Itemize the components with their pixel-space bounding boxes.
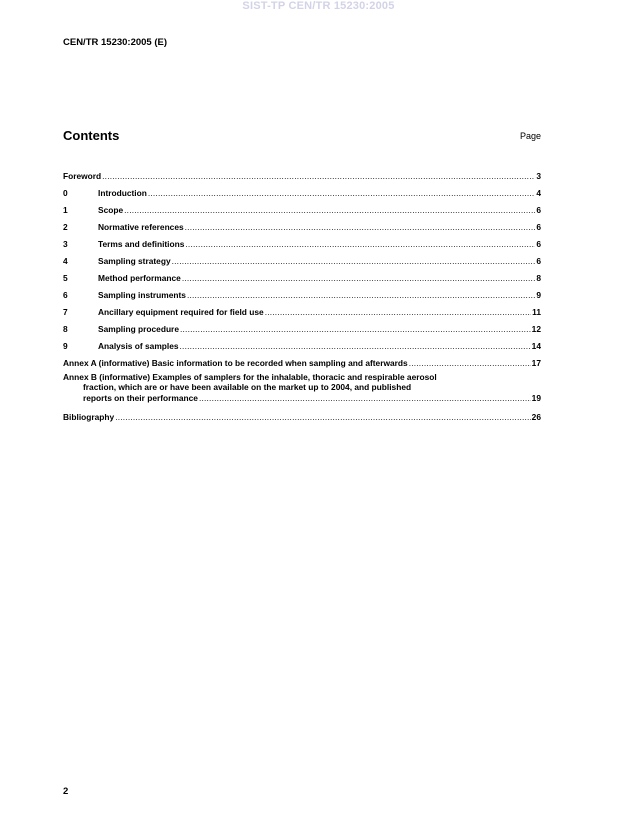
toc-entry-annex-b[interactable] [63, 369, 541, 409]
toc-entry-page: 3 [536, 171, 541, 181]
toc-entry-number: 6 [63, 290, 68, 300]
toc-entry-number: 9 [63, 341, 68, 351]
toc-entry-page: 12 [531, 324, 541, 334]
toc-entry-number: 1 [63, 205, 68, 215]
toc-entry-page: 6 [536, 256, 541, 266]
toc-entry-page: 14 [531, 341, 541, 351]
toc-entry-page: 26 [531, 412, 541, 422]
toc-entry-foreword[interactable] [63, 165, 541, 182]
toc-leader-dots [148, 188, 535, 199]
toc-entry-sampling-procedure[interactable] [63, 318, 541, 335]
toc-leader-dots [180, 324, 531, 335]
toc-entry-title: Introduction [98, 188, 147, 198]
toc-entry-title: Sampling strategy [98, 256, 171, 266]
toc-entry-page: 6 [536, 239, 541, 249]
toc-leader-dots [265, 307, 531, 318]
toc-entry-page: 11 [532, 307, 541, 317]
toc-entry-page: 17 [531, 358, 541, 368]
toc-leader-dots [409, 358, 531, 369]
toc-entry-last-line [63, 392, 541, 403]
toc-entry-title: Foreword [63, 171, 102, 181]
toc-entry-title: Sampling instruments [98, 290, 186, 300]
toc-entry-bibliography[interactable] [63, 409, 541, 423]
toc-entry-annex-a[interactable] [63, 352, 541, 369]
toc-leader-dots [115, 412, 530, 423]
toc-entry-number: 2 [63, 222, 68, 232]
table-of-contents [63, 165, 541, 423]
toc-entry-page: 8 [536, 273, 541, 283]
toc-entry-number: 7 [63, 307, 68, 317]
toc-entry-title: Annex A (informative) Basic information to be recorded when sampling and afterwards [63, 358, 408, 368]
document-id: CEN/TR 15230:2005 (E) [63, 37, 168, 48]
contents-title: Contents [63, 128, 120, 143]
toc-entry-page: 4 [536, 188, 541, 198]
toc-entry-introduction[interactable] [63, 182, 541, 199]
toc-entry-number: 8 [63, 324, 68, 334]
toc-entry-page: 19 [531, 393, 541, 403]
toc-leader-dots [185, 222, 536, 233]
toc-leader-dots [102, 171, 535, 182]
toc-leader-dots [185, 239, 535, 250]
page-number: 2 [63, 786, 69, 797]
toc-entry-normative-references[interactable] [63, 216, 541, 233]
toc-entry-title-line-2: fraction, which are or have been available on the market up to 2004, and published [83, 382, 412, 392]
toc-leader-dots [180, 341, 531, 352]
toc-entry-number: 0 [63, 188, 68, 198]
toc-entry-title-line-3: reports on their performance [83, 393, 198, 403]
toc-entry-scope[interactable] [63, 199, 541, 216]
toc-entry-title: Sampling procedure [98, 324, 179, 334]
toc-entry-number: 3 [63, 239, 68, 249]
toc-entry-title: Normative references [98, 222, 184, 232]
toc-leader-dots [187, 290, 535, 301]
toc-entry-number: 5 [63, 273, 68, 283]
toc-entry-title: Bibliography [63, 412, 115, 422]
toc-entry-title: Ancillary equipment required for field use [98, 307, 264, 317]
toc-entry-title: Method performance [98, 273, 181, 283]
toc-leader-dots [182, 273, 535, 284]
toc-entry-analysis-of-samples[interactable] [63, 335, 541, 352]
watermark: SIST-TP CEN/TR 15230:2005 [242, 0, 395, 12]
toc-entry-title-line-1: Annex B (informative) Examples of samplers for the inhalable, thoracic and respirable aerosol [63, 372, 437, 382]
toc-entry-page: 9 [536, 290, 541, 300]
toc-entry-number: 4 [63, 256, 68, 266]
contents-header [63, 128, 541, 146]
toc-entry-sampling-instruments[interactable] [63, 284, 541, 301]
toc-entry-terms-and-definitions[interactable] [63, 233, 541, 250]
toc-entry-ancillary-equipment[interactable] [63, 301, 541, 318]
toc-entry-title: Scope [98, 205, 124, 215]
toc-entry-page: 6 [536, 205, 541, 215]
toc-leader-dots [199, 392, 531, 403]
toc-entry-title: Terms and definitions [98, 239, 185, 249]
toc-entry-title: Analysis of samples [98, 341, 179, 351]
toc-entry-sampling-strategy[interactable] [63, 250, 541, 267]
toc-entry-method-performance[interactable] [63, 267, 541, 284]
toc-leader-dots [172, 256, 536, 267]
toc-entry-page: 6 [536, 222, 541, 232]
page-column-label: Page [519, 131, 541, 141]
toc-leader-dots [124, 205, 535, 216]
